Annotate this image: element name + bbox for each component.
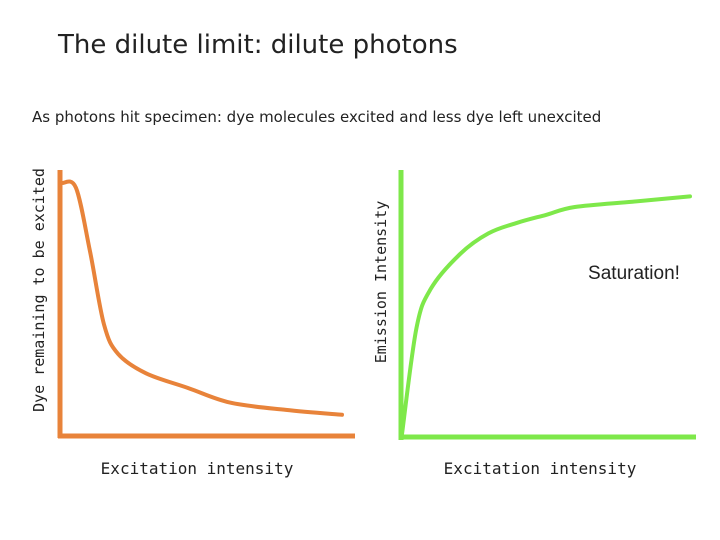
right-y-axis-label: Emission Intensity [372,200,390,364]
left-x-axis-label: Excitation intensity [100,459,294,478]
right-saturation-curve [402,196,690,434]
slide-subtitle: As photons hit specimen: dye molecules excited and less dye left unexcited [32,108,602,126]
right-x-axis-label: Excitation intensity [443,459,637,478]
right-chart [372,170,696,478]
left-chart [30,168,355,478]
left-decay-curve [62,181,342,414]
left-y-axis-label: Dye remaining to be excited [30,168,48,412]
saturation-annotation: Saturation! [588,263,680,284]
slide-title: The dilute limit: dilute photons [58,30,458,60]
